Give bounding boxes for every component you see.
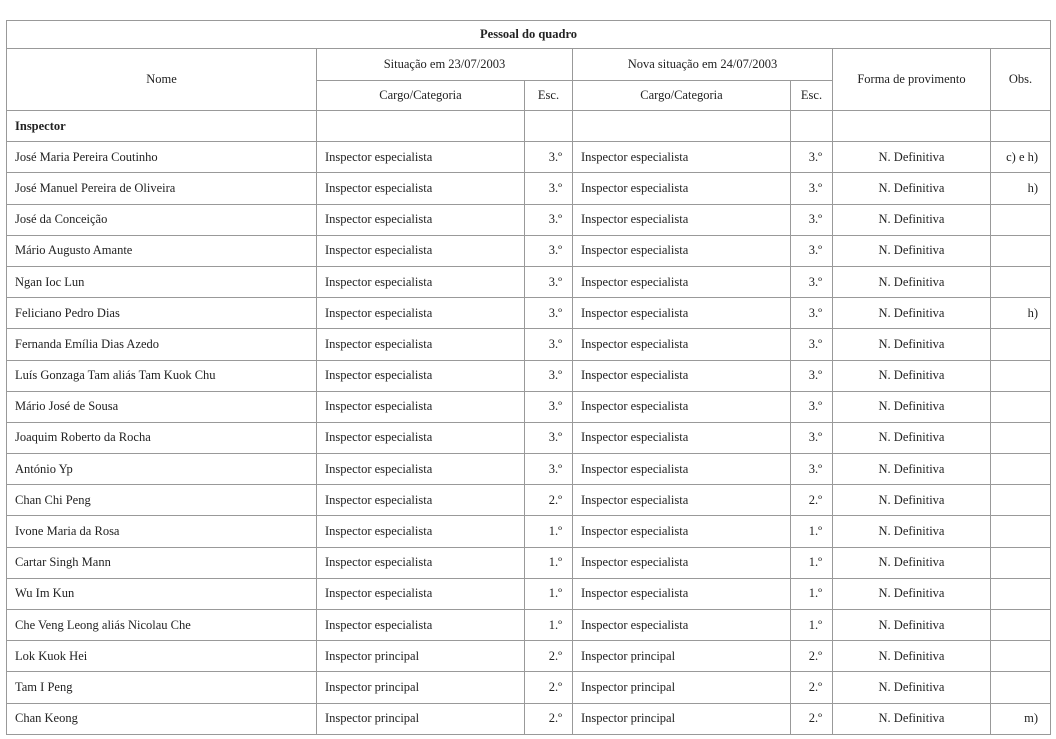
table-row (7, 142, 1051, 173)
table-row (7, 422, 1051, 453)
name-cell: António Yp (7, 454, 317, 485)
forma-cell: N. Definitiva (833, 142, 991, 173)
cargo-cell: Inspector especialista (317, 266, 525, 297)
esc-cell: 2.º (525, 703, 573, 734)
section-row (7, 111, 1051, 142)
name-cell: Tam I Peng (7, 672, 317, 703)
table-row (7, 610, 1051, 641)
cargo-cell: Inspector especialista (317, 360, 525, 391)
obs-cell (991, 454, 1051, 485)
new-cargo-cell: Inspector especialista (573, 235, 791, 266)
name-cell: Luís Gonzaga Tam aliás Tam Kuok Chu (7, 360, 317, 391)
esc-cell: 3.º (525, 329, 573, 360)
cargo-cell: Inspector principal (317, 672, 525, 703)
name-cell: Joaquim Roberto da Rocha (7, 422, 317, 453)
new-cargo-cell: Inspector especialista (573, 142, 791, 173)
table-row (7, 204, 1051, 235)
forma-cell: N. Definitiva (833, 547, 991, 578)
esc-cell: 3.º (525, 454, 573, 485)
new-cargo-cell: Inspector especialista (573, 610, 791, 641)
table-title: Pessoal do quadro (7, 21, 1051, 49)
cargo-cell: Inspector especialista (317, 516, 525, 547)
new-esc-cell: 3.º (791, 235, 833, 266)
obs-cell (991, 485, 1051, 516)
forma-cell: N. Definitiva (833, 485, 991, 516)
obs-cell: m) (991, 703, 1051, 734)
header-nova-situacao: Nova situação em 24/07/2003 (573, 49, 833, 81)
new-esc-cell: 2.º (791, 703, 833, 734)
cargo-cell: Inspector principal (317, 703, 525, 734)
table-row (7, 266, 1051, 297)
table-row (7, 485, 1051, 516)
personnel-table (6, 20, 1051, 735)
name-cell: Chan Chi Peng (7, 485, 317, 516)
new-esc-cell: 3.º (791, 454, 833, 485)
cargo-cell: Inspector especialista (317, 610, 525, 641)
esc-cell: 3.º (525, 298, 573, 329)
new-cargo-cell: Inspector especialista (573, 391, 791, 422)
new-esc-cell: 3.º (791, 391, 833, 422)
header-cargo-new: Cargo/Categoria (573, 81, 791, 111)
new-esc-cell: 2.º (791, 641, 833, 672)
cargo-cell: Inspector especialista (317, 329, 525, 360)
obs-cell (991, 266, 1051, 297)
new-esc-cell: 3.º (791, 298, 833, 329)
obs-cell (991, 641, 1051, 672)
obs-cell (991, 360, 1051, 391)
name-cell: Fernanda Emília Dias Azedo (7, 329, 317, 360)
new-cargo-cell: Inspector especialista (573, 204, 791, 235)
section-label: Inspector (7, 111, 317, 142)
new-esc-cell: 3.º (791, 142, 833, 173)
obs-cell: h) (991, 298, 1051, 329)
new-esc-cell: 2.º (791, 672, 833, 703)
new-cargo-cell: Inspector especialista (573, 454, 791, 485)
table-row (7, 173, 1051, 204)
obs-cell (991, 422, 1051, 453)
new-cargo-cell: Inspector especialista (573, 547, 791, 578)
new-esc-cell: 3.º (791, 173, 833, 204)
new-cargo-cell: Inspector principal (573, 641, 791, 672)
new-esc-cell: 1.º (791, 578, 833, 609)
obs-cell (991, 204, 1051, 235)
cargo-cell: Inspector especialista (317, 422, 525, 453)
name-cell: Ngan Ioc Lun (7, 266, 317, 297)
esc-cell: 1.º (525, 516, 573, 547)
name-cell: Mário Augusto Amante (7, 235, 317, 266)
esc-cell: 3.º (525, 235, 573, 266)
header-obs: Obs. (991, 49, 1051, 111)
forma-cell: N. Definitiva (833, 235, 991, 266)
name-cell: Che Veng Leong aliás Nicolau Che (7, 610, 317, 641)
table-row (7, 391, 1051, 422)
new-esc-cell: 3.º (791, 360, 833, 391)
table-row (7, 641, 1051, 672)
new-esc-cell: 3.º (791, 204, 833, 235)
table-row (7, 454, 1051, 485)
forma-cell: N. Definitiva (833, 266, 991, 297)
new-cargo-cell: Inspector especialista (573, 173, 791, 204)
forma-cell: N. Definitiva (833, 578, 991, 609)
obs-cell (991, 391, 1051, 422)
name-cell: Chan Keong (7, 703, 317, 734)
new-cargo-cell: Inspector especialista (573, 360, 791, 391)
name-cell: Mário José de Sousa (7, 391, 317, 422)
forma-cell: N. Definitiva (833, 703, 991, 734)
esc-cell: 1.º (525, 610, 573, 641)
new-esc-cell: 1.º (791, 610, 833, 641)
esc-cell: 2.º (525, 485, 573, 516)
cargo-cell: Inspector especialista (317, 298, 525, 329)
table-row (7, 298, 1051, 329)
esc-cell: 3.º (525, 142, 573, 173)
new-cargo-cell: Inspector especialista (573, 329, 791, 360)
new-esc-cell: 3.º (791, 422, 833, 453)
table-row (7, 672, 1051, 703)
obs-cell (991, 610, 1051, 641)
new-esc-cell: 2.º (791, 485, 833, 516)
forma-cell: N. Definitiva (833, 641, 991, 672)
forma-cell: N. Definitiva (833, 298, 991, 329)
esc-cell: 3.º (525, 360, 573, 391)
esc-cell: 2.º (525, 672, 573, 703)
cargo-cell: Inspector especialista (317, 391, 525, 422)
cargo-cell: Inspector principal (317, 641, 525, 672)
new-cargo-cell: Inspector especialista (573, 516, 791, 547)
obs-cell (991, 235, 1051, 266)
esc-cell: 3.º (525, 204, 573, 235)
forma-cell: N. Definitiva (833, 391, 991, 422)
name-cell: Lok Kuok Hei (7, 641, 317, 672)
new-cargo-cell: Inspector especialista (573, 266, 791, 297)
new-cargo-cell: Inspector especialista (573, 298, 791, 329)
cargo-cell: Inspector especialista (317, 578, 525, 609)
table-row (7, 703, 1051, 734)
name-cell: José Maria Pereira Coutinho (7, 142, 317, 173)
name-cell: Cartar Singh Mann (7, 547, 317, 578)
forma-cell: N. Definitiva (833, 516, 991, 547)
forma-cell: N. Definitiva (833, 329, 991, 360)
obs-cell (991, 672, 1051, 703)
forma-cell: N. Definitiva (833, 610, 991, 641)
header-cargo: Cargo/Categoria (317, 81, 525, 111)
forma-cell: N. Definitiva (833, 173, 991, 204)
name-cell: José Manuel Pereira de Oliveira (7, 173, 317, 204)
cargo-cell: Inspector especialista (317, 142, 525, 173)
esc-cell: 2.º (525, 641, 573, 672)
new-cargo-cell: Inspector principal (573, 703, 791, 734)
cargo-cell: Inspector especialista (317, 235, 525, 266)
new-cargo-cell: Inspector principal (573, 672, 791, 703)
header-esc: Esc. (525, 81, 573, 111)
name-cell: Feliciano Pedro Dias (7, 298, 317, 329)
esc-cell: 3.º (525, 266, 573, 297)
forma-cell: N. Definitiva (833, 204, 991, 235)
new-esc-cell: 1.º (791, 547, 833, 578)
cargo-cell: Inspector especialista (317, 204, 525, 235)
table-row (7, 360, 1051, 391)
header-nome: Nome (7, 49, 317, 111)
new-cargo-cell: Inspector especialista (573, 422, 791, 453)
obs-cell (991, 516, 1051, 547)
forma-cell: N. Definitiva (833, 454, 991, 485)
esc-cell: 3.º (525, 391, 573, 422)
cargo-cell: Inspector especialista (317, 547, 525, 578)
obs-cell: c) e h) (991, 142, 1051, 173)
esc-cell: 1.º (525, 547, 573, 578)
forma-cell: N. Definitiva (833, 360, 991, 391)
table-row (7, 235, 1051, 266)
cargo-cell: Inspector especialista (317, 173, 525, 204)
esc-cell: 3.º (525, 173, 573, 204)
header-situacao: Situação em 23/07/2003 (317, 49, 573, 81)
new-cargo-cell: Inspector especialista (573, 485, 791, 516)
cargo-cell: Inspector especialista (317, 454, 525, 485)
obs-cell: h) (991, 173, 1051, 204)
obs-cell (991, 547, 1051, 578)
name-cell: Ivone Maria da Rosa (7, 516, 317, 547)
esc-cell: 3.º (525, 422, 573, 453)
forma-cell: N. Definitiva (833, 422, 991, 453)
header-esc-new: Esc. (791, 81, 833, 111)
table-row (7, 547, 1051, 578)
forma-cell: N. Definitiva (833, 672, 991, 703)
new-esc-cell: 1.º (791, 516, 833, 547)
new-esc-cell: 3.º (791, 329, 833, 360)
new-esc-cell: 3.º (791, 266, 833, 297)
cargo-cell: Inspector especialista (317, 485, 525, 516)
table-row (7, 578, 1051, 609)
table-row (7, 329, 1051, 360)
new-cargo-cell: Inspector especialista (573, 578, 791, 609)
header-forma: Forma de provimento (833, 49, 991, 111)
obs-cell (991, 578, 1051, 609)
name-cell: José da Conceição (7, 204, 317, 235)
esc-cell: 1.º (525, 578, 573, 609)
obs-cell (991, 329, 1051, 360)
table-row (7, 516, 1051, 547)
name-cell: Wu Im Kun (7, 578, 317, 609)
